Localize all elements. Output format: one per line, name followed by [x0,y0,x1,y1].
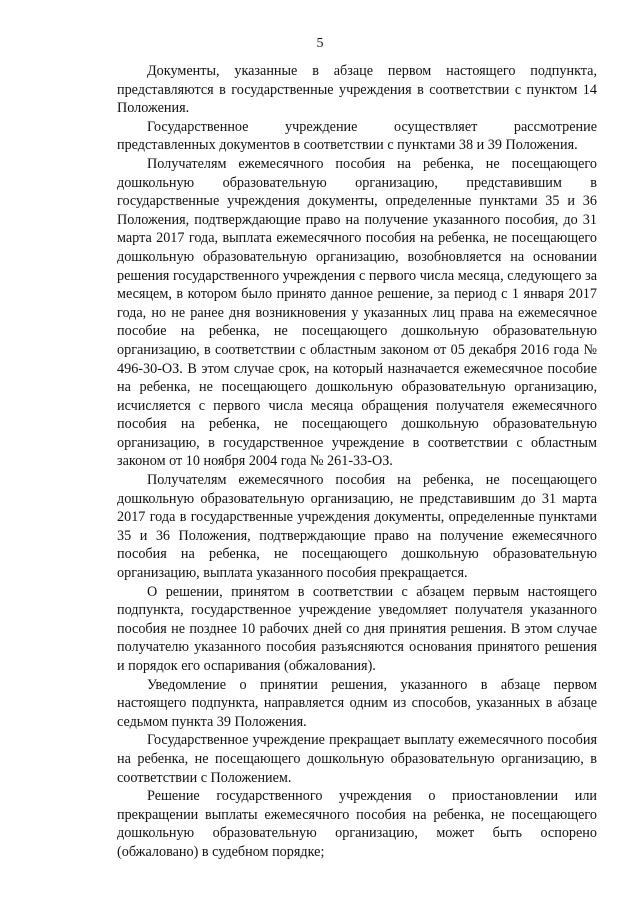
paragraph: Получателям ежемесячного пособия на ребенка, не посещающего дошкольную образовательную организацию, представившим в государственные учреждения документы, определенные пунктами 35 и 36 Положения, подтверждающие право на получение указанного пособия, до 31 марта 2017 года, выплата ежемесячного пособия на ребенка, не посещающего дошкольную образовательную организацию, возобновляется на основании решения государственного учреждения с первого числа месяца, следующего за месяцем, в котором было принято данное решение, за период с 1 января 2017 года, но не ранее дня возникновения у указанных лиц права на ежемесячное пособие на ребенка, не посещающего дошкольную образовательную организацию, в соответствии с областным законом от 05 декабря 2016 года № 496-30-ОЗ. В этом случае срок, на который назначается ежемесячное пособие на ребенка, не посещающего дошкольную образовательную организацию, исчисляется с первого числа месяца обращения получателя ежемесячного пособия на ребенка, не посещающего дошкольную образовательную организацию, в государственное учреждение в соответствии с областным законом от 10 ноября 2004 года № 261-33-ОЗ. [117,155,597,470]
paragraph: Государственное учреждение осуществляет рассмотрение представленных документов в соответствии с пунктами 38 и 39 Положения. [117,118,597,154]
document-body [117,62,597,862]
paragraph: Государственное учреждение прекращает выплату ежемесячного пособия на ребенка, не посещающего дошкольную образовательную организацию, в соответствии с Положением. [117,732,597,786]
page-number: 5 [316,36,324,51]
paragraph: Решение государственного учреждения о приостановлении или прекращении выплаты ежемесячного пособия на ребенка, не посещающего дошкольную образовательную организацию, может быть оспорено (обжаловано) в судебном порядке; [117,788,597,860]
paragraph: Документы, указанные в абзаце первом настоящего подпункта, представляются в государственные учреждения в соответствии с пунктом 14 Положения. [117,63,597,117]
paragraph: Получателям ежемесячного пособия на ребенка, не посещающего дошкольную образовательную организацию, не представившим до 31 марта 2017 года в государственные учреждения документы, определенные пунктами 35 и 36 Положения, подтверждающие право на получение ежемесячного пособия на ребенка, не посещающего дошкольную образовательную организацию, выплата указанного пособия прекращается. [117,472,597,582]
paragraph: Уведомление о принятии решения, указанного в абзаце первом настоящего подпункта, направляется одним из способов, указанных в абзаце седьмом пункта 39 Положения. [117,676,597,730]
paragraph: О решении, принятом в соответствии с абзацем первым настоящего подпункта, государственное учреждение уведомляет получателя указанного пособия не позднее 10 рабочих дней со дня принятия решения. В этом случае получателю указанного пособия разъясняются основания принятого решения и порядок его оспаривания (обжалования). [117,583,597,674]
